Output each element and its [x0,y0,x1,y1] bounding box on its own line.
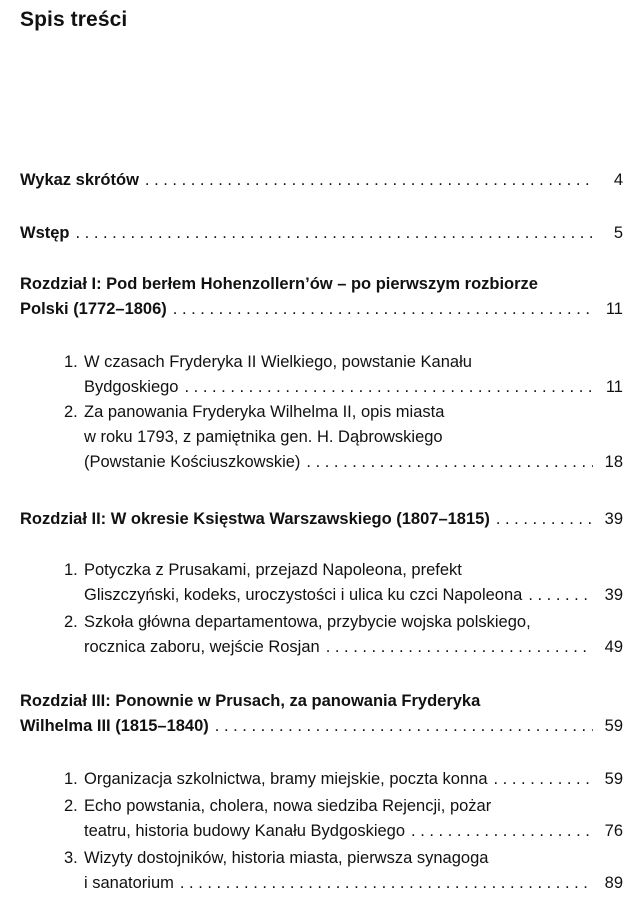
toc-subentry-line: i sanatorium [84,874,174,892]
toc-page-number: 11 [605,300,623,318]
toc-subentry-line: Potyczka z Prusakami, przejazd Napoleona, prefekt [84,561,462,579]
toc-entry-title: Wstęp [20,224,70,242]
toc-subentry-3-2[interactable] [64,794,623,844]
toc-subentry-line: Echo powstania, cholera, nowa siedziba Rejencji, pożar [84,797,492,815]
toc-page-number: 49 [604,638,623,656]
toc-subentry-3-3[interactable] [64,846,623,896]
toc-subentry-line: w roku 1793, z pamiętnika gen. H. Dąbrowskiego [84,428,443,446]
dot-leader [184,375,593,400]
toc-subentry-number: 2. [64,403,78,421]
toc-entry-title-line: Wilhelma III (1815–1840) [20,717,209,735]
toc-entry-title-line: Rozdział I: Pod berłem Hohenzollern’ów – po pierwszym rozbiorze [20,275,538,293]
toc-entry-title-line: Rozdział III: Ponownie w Prusach, za panowania Fryderyka [20,692,481,710]
toc-entry-title-line: Polski (1772–1806) [20,300,167,318]
toc-subentry-2-2[interactable] [64,610,623,660]
toc-subentry-number: 1. [64,561,78,579]
toc-subentry-number: 2. [64,797,78,815]
toc-page-number: 59 [604,717,623,735]
dot-leader [215,714,593,739]
dot-leader [496,507,593,532]
dot-leader [306,450,593,475]
toc-subentry-line: W czasach Fryderyka II Wielkiego, powstanie Kanału [84,353,472,371]
toc-subentry-line: Za panowania Fryderyka Wilhelma II, opis miasta [84,403,445,421]
toc-page-number: 5 [613,224,623,242]
dot-leader [411,819,593,844]
toc-subentry-number: 2. [64,613,78,631]
toc-page-number: 89 [604,874,623,892]
toc-subentry-line: teatru, historia budowy Kanału Bydgoskiego [84,822,406,840]
toc-page-number: 39 [604,510,623,528]
page-title: Spis treści [20,8,128,31]
toc-page-number: 18 [604,453,623,471]
toc-entry-title: Wykaz skrótów [20,171,139,189]
toc-page-number: 4 [613,171,623,189]
dot-leader [76,221,594,246]
toc-page-number: 59 [604,770,623,788]
dot-leader [326,635,593,660]
dot-leader [528,583,593,608]
toc-entry-chapter-3[interactable] [20,689,623,739]
toc-subentry-number: 1. [64,770,78,788]
toc-subentry-1-2[interactable] [64,400,623,475]
dot-leader [180,871,593,896]
toc-subentry-line: (Powstanie Kościuszkowskie) [84,453,301,471]
toc-subentry-line: Wizyty dostojników, historia miasta, pierwsza synagoga [84,849,489,867]
toc-subentry-number: 1. [64,353,78,371]
toc-entry-chapter-2[interactable] [20,507,623,532]
toc-page-number: 39 [604,586,623,604]
toc-entry-introduction[interactable] [20,221,623,246]
toc-entry-abbreviations[interactable] [20,168,623,193]
dot-leader [494,767,593,792]
toc-entry-chapter-1[interactable] [20,272,623,322]
toc-page-number: 76 [604,822,623,840]
toc-entry-title: Rozdział II: W okresie Księstwa Warszawskiego (1807–1815) [20,510,490,528]
toc-subentry-line: Szkoła główna departamentowa, przybycie wojska polskiego, [84,613,531,631]
toc-subentry-line: Organizacja szkolnictwa, bramy miejskie, poczta konna [84,770,488,788]
dot-leader [173,297,593,322]
toc-subentry-line: rocznica zaboru, wejście Rosjan [84,638,320,656]
toc-subentry-3-1[interactable] [64,767,623,792]
toc-subentry-1-1[interactable] [64,350,623,400]
toc-subentry-line: Gliszczyński, kodeks, uroczystości i ulica ku czci Napoleona [84,586,523,604]
toc-subentry-2-1[interactable] [64,558,623,608]
toc-page-number: 11 [605,378,623,396]
dot-leader [145,168,593,193]
toc-subentry-number: 3. [64,849,78,867]
toc-subentry-line: Bydgoskiego [84,378,179,396]
